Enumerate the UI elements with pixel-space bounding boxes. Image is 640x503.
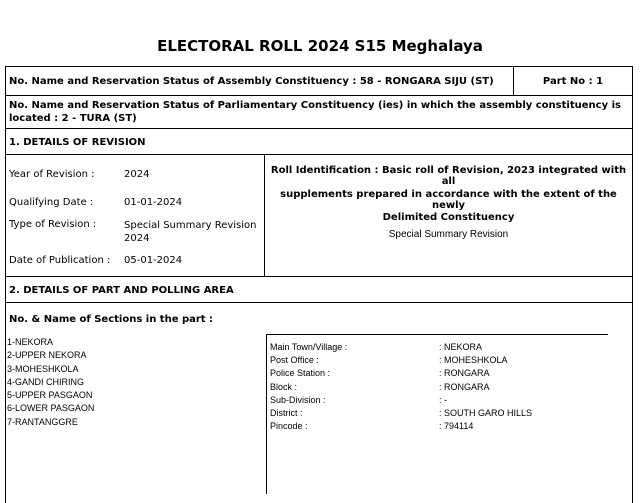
roll-identification-line3: Delimited Constituency: [382, 212, 515, 223]
polling-area-values: [439, 341, 532, 433]
part-number: Part No : 1: [542, 76, 604, 87]
list-item: 4-GANDI CHIRING: [7, 376, 85, 387]
parliamentary-row: [6, 96, 632, 129]
list-item: 3-MOHESHKOLA: [7, 363, 79, 374]
list-item: 7-RANTANGGRE: [7, 416, 78, 427]
assembly-row: [6, 67, 632, 96]
list-item: 5-UPPER PASGAON: [7, 390, 93, 401]
sub-division-label: Sub-Division :: [270, 394, 326, 405]
post-office-value: : MOHESHKOLA: [439, 355, 508, 366]
year-value: 2024: [124, 169, 150, 180]
block-value: : RONGARA: [439, 381, 490, 392]
roll-details-table: [5, 66, 633, 503]
part-heading: 2. DETAILS OF PART AND POLLING AREA: [9, 285, 234, 296]
roll-identification-line1: Roll Identification : Basic roll of Revision, 2023 integrated with all: [270, 165, 627, 187]
list-item: 2-UPPER NEKORA: [7, 350, 87, 361]
roll-identification-subtext: Special Summary Revision: [388, 229, 509, 240]
polling-area-labels: [270, 341, 347, 433]
qualifying-date-label: Qualifying Date :: [9, 197, 94, 208]
parliamentary-constituency: No. Name and Reservation Status of Parliamentary Constituency (ies) in which the assembly constituency is located : 2 - TURA (ST): [9, 100, 621, 124]
revision-details-row: [6, 155, 632, 277]
revision-type-label: Type of Revision :: [9, 219, 97, 230]
assembly-constituency: No. Name and Reservation Status of Assembly Constituency : 58 - RONGARA SIJU (ST): [9, 76, 494, 87]
main-town-value: : NEKORA: [439, 342, 483, 352]
sections-list: [7, 336, 94, 429]
district-value: : SOUTH GARO HILLS: [439, 408, 533, 419]
list-item: 1-NEKORA: [7, 337, 54, 347]
police-station-value: : RONGARA: [439, 368, 490, 379]
sections-heading: No. & Name of Sections in the part :: [9, 314, 214, 325]
post-office-label: Post Office :: [270, 355, 319, 366]
list-item: 6-LOWER PASGAON: [7, 403, 95, 414]
revision-heading-row: [6, 129, 632, 155]
pincode-value: : 794114: [439, 421, 474, 432]
polling-area-box: [266, 334, 608, 494]
pincode-label: Pincode :: [270, 421, 308, 432]
publication-date-label: Date of Publication :: [9, 255, 111, 266]
revision-heading: 1. DETAILS OF REVISION: [9, 137, 146, 148]
part-heading-row: [6, 277, 632, 303]
police-station-label: Police Station :: [270, 368, 331, 379]
year-label: Year of Revision :: [9, 169, 95, 180]
publication-date-value: 05-01-2024: [124, 255, 183, 266]
sub-division-value: : -: [439, 394, 447, 405]
qualifying-date-value: 01-01-2024: [124, 197, 183, 208]
page-title: ELECTORAL ROLL 2024 S15 Meghalaya: [157, 37, 483, 55]
district-label: District :: [270, 408, 303, 419]
block-label: Block :: [270, 381, 298, 392]
main-town-label: Main Town/Village :: [270, 342, 348, 352]
revision-type-value: Special Summary Revision 2024: [124, 220, 257, 244]
roll-identification-line2: supplements prepared in accordance with the extent of the newly: [280, 189, 617, 211]
